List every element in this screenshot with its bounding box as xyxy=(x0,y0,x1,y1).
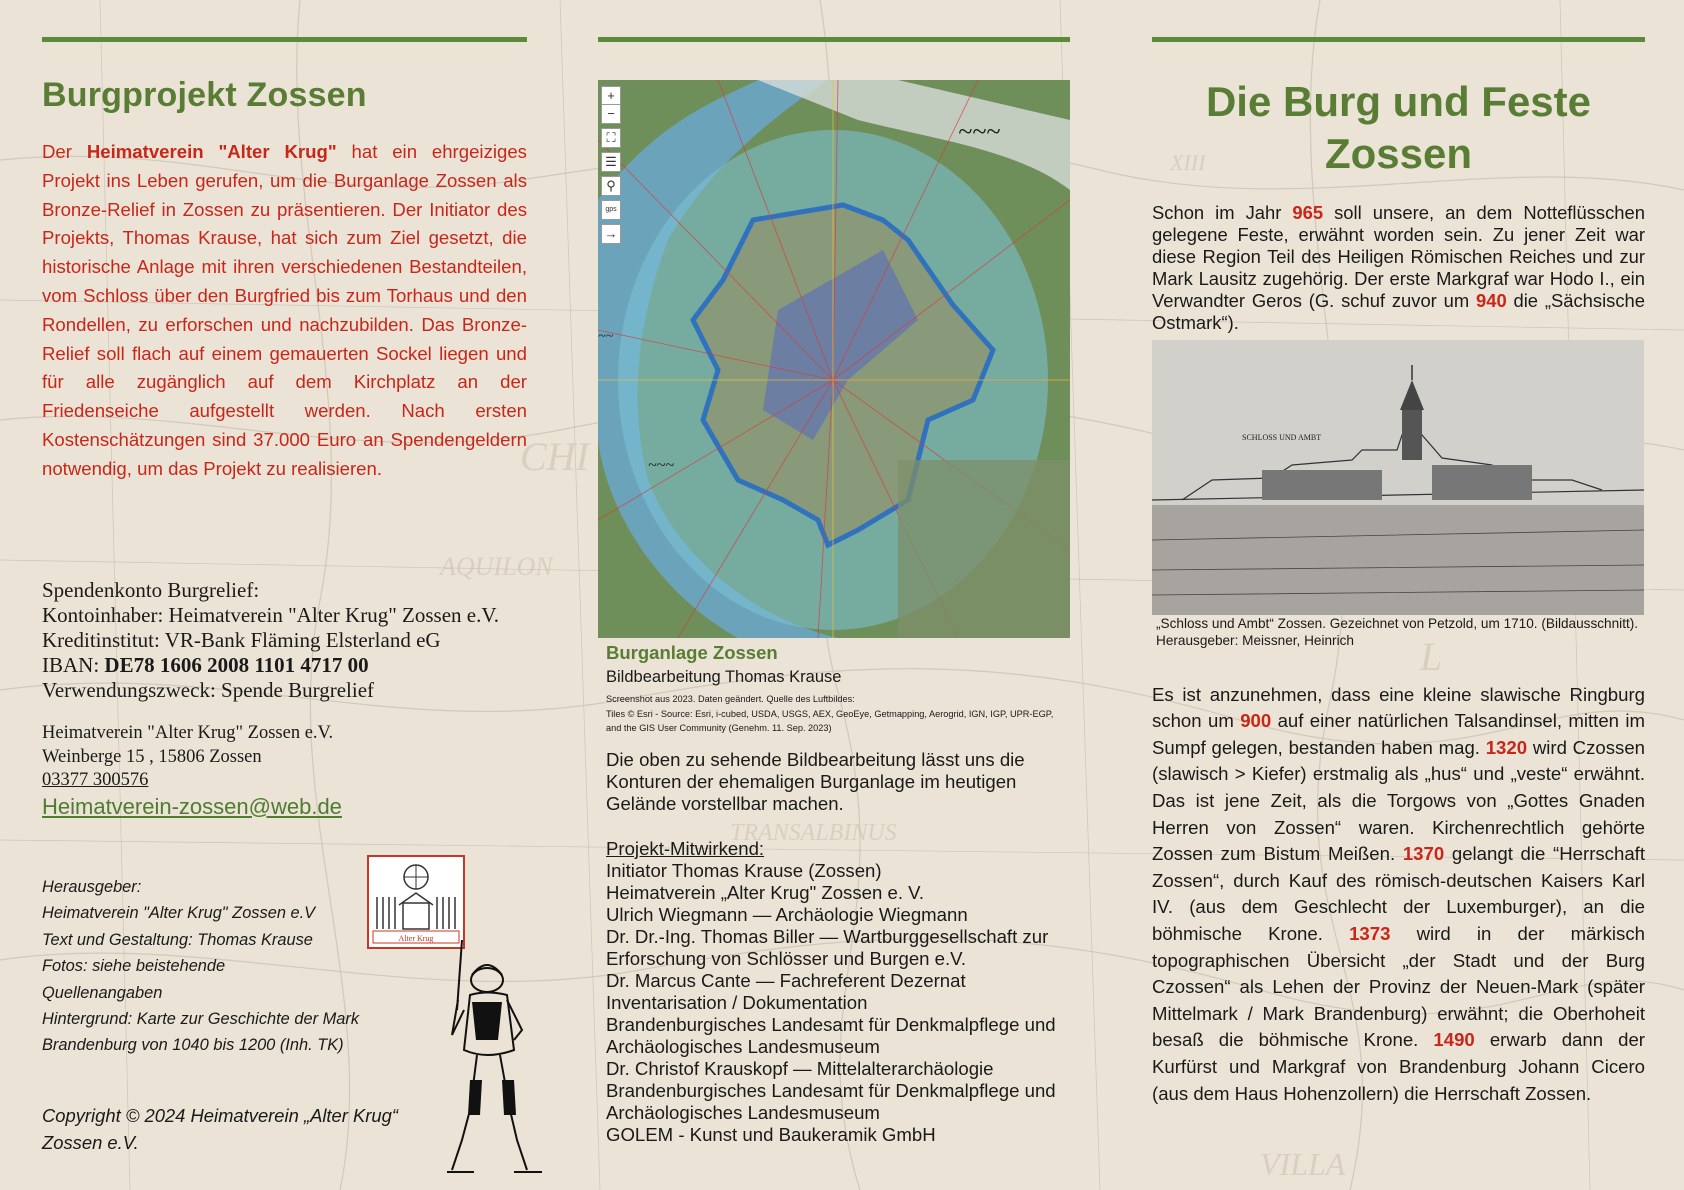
list-item: Initiator Thomas Krause (Zossen) xyxy=(606,860,882,881)
email-link[interactable]: Heimatverein-zossen@web.de xyxy=(42,793,342,819)
copyright: Copyright © 2024 Heimatverein „Alter Krug“ Zossen e.V. xyxy=(42,1105,398,1153)
svg-text:~~: ~~ xyxy=(598,329,614,344)
list-item: GOLEM - Kunst und Baukeramik GmbH xyxy=(606,1124,936,1145)
gps-button[interactable]: gps xyxy=(601,200,621,220)
phone-link[interactable]: 03377 300576 xyxy=(42,770,149,790)
history-paragraph-1: Schon im Jahr 965 soll unsere, an dem Notteflüsschen gelegene Feste, erwähnt worden sein. Zu jener Zeit war diese Region Teil des Heiligen Römischen Reiches und zur Mark Lausitz zugehörig. Der erste Markgraf war Hodo I., ein Verwandter Geros (G. schuf zuvor um 940 die „Sächsische Ostmark“). xyxy=(1152,202,1646,333)
map-description: Die oben zu sehende Bildbearbeitung lässt uns die Konturen der ehemaligen Burganlage im heutigen Gelände vorstellbar machen. xyxy=(606,749,1025,814)
intro-paragraph: Der Heimatverein "Alter Krug" hat ein ehrgeiziges Projekt ins Leben gerufen, um die Burganlage Zossen als Bronze-Relief in Zossen zu präsentieren. Der Initiator des Projekts, Thomas Krause, hat sich zum Ziel gesetzt, die historische Anlage mit ihren verschiedenen Bestandteilen, vom Schloss über den Burgfried bis zum Torhaus und den Rondellen, zu erforschen und nachzubilden. Das Bronze-Relief soll flach auf einem gemauerten Sockel liegen und für alle zugänglich auf dem Kirchplatz an der Friedenseiche aufgestellt werden. Nach ersten Kostenschätzungen sind 37.000 Euro an Spendengeldern notwendig, um das Projekt zu realisieren. xyxy=(42,141,527,479)
search-button[interactable]: ⚲ xyxy=(601,176,621,196)
aerial-map[interactable] xyxy=(598,80,1070,638)
page-title-left: Burgprojekt Zossen xyxy=(42,76,367,114)
history-paragraph-2: Es ist anzunehmen, dass eine kleine slawische Ringburg schon um 900 auf einer natürlichen Talsandinsel, mitten im Sumpf gelegen, bestanden haben mag. 1320 wird Czossen (slawisch > Kiefer) erstmalig als „hus“ und „veste“ erwähnt. Das ist jene Zeit, als die Torgows von „Gottes Gnaden Herren von Zossen“ waren. Kirchenrechtlich gehörte Zossen zum Bistum Meißen. 1370 gelangt die “Herrschaft Zossen“, durch Kauf des römisch-deutschen Kaisers Karl IV. (aus dem Geschlecht der Luxemburger), an die böhmische Krone. 1373 wird in der märkisch topographischen Übersicht „der Stadt und der Burg Czossen“ als Lehen der Provinz der Neuen-Mark (später Mittelmark / Mark Brandenburg) erwähnt; die Oberhoheit besaß die böhmische Krone. 1490 erwarb dann der Kurfürst und Markgraf von Brandenburg Johann Cicero (aus dem Haus Hohenzollern) die Herrschaft Zossen. xyxy=(1152,683,1645,1104)
list-item: Heimatverein „Alter Krug" Zossen e. V. xyxy=(606,882,925,903)
top-rule xyxy=(598,37,1070,42)
project-team xyxy=(606,838,1076,1146)
map-caption-title: Burganlage Zossen xyxy=(606,642,778,663)
map-caption-sub: Bildbearbeitung Thomas Krause xyxy=(606,668,842,686)
svg-text:CHI: CHI xyxy=(520,434,589,479)
etching-label: SCHLOSS UND AMBT xyxy=(1242,433,1322,442)
svg-text:AQUILON: AQUILON xyxy=(440,552,553,581)
fullscreen-button[interactable]: ⛶ xyxy=(601,128,621,148)
top-rule xyxy=(42,37,527,42)
list-item: Brandenburgisches Landesamt für Denkmalpflege und Archäologisches Landesmuseum xyxy=(606,1080,1056,1123)
iban: DE78 1606 2008 1101 4717 00 xyxy=(104,653,369,677)
column-middle xyxy=(598,0,1070,1190)
logo-text: Alter Krug xyxy=(398,934,434,943)
page-title-right: Die Burg und Feste Zossen xyxy=(1205,78,1592,177)
arrow-button[interactable]: → xyxy=(601,224,621,244)
svg-text:TRANSALBINUS: TRANSALBINUS xyxy=(730,820,897,846)
column-right xyxy=(1152,0,1645,1190)
heimatverein-logo xyxy=(367,855,465,949)
layers-button[interactable]: ☰ xyxy=(601,152,621,172)
svg-text:~~~: ~~~ xyxy=(958,117,1001,146)
team-heading: Projekt-Mitwirkend: xyxy=(606,838,765,859)
castle-etching xyxy=(1152,340,1644,615)
knight-illustration xyxy=(402,940,572,1180)
list-item: Dr. Marcus Cante — Fachreferent Dezernat Inventarisation / Dokumentation xyxy=(606,970,966,1013)
svg-text:XIII: XIII xyxy=(1170,150,1206,175)
top-rule xyxy=(1152,37,1645,42)
svg-text:~~~: ~~~ xyxy=(648,457,674,474)
column-left xyxy=(42,0,527,1190)
list-item: Brandenburgisches Landesamt für Denkmalpflege und Archäologisches Landesmuseum xyxy=(606,1014,1056,1057)
list-item: Dr. Dr.-Ing. Thomas Biller — Wartburggesellschaft zur Erforschung von Schlösser und Burgen e.V. xyxy=(606,926,1049,969)
svg-text:L: L xyxy=(1420,634,1443,679)
donation-account: Spendenkonto Burgrelief: Kontoinhaber: Heimatverein "Alter Krug" Zossen e.V. Kreditinstitut: VR-Bank Fläming Elsterland eG IBAN: DE78 1606 2008 1101 4717 00 Verwendungszweck: Spende Burgrelief xyxy=(42,578,500,702)
map-source: Screenshot aus 2023. Daten geändert. Quelle des Luftbildes: Tiles © Esri - Source: Esri, i-cubed, USDA, USGS, AEX, GeoEye, Getmapping, Aerogrid, IGN, IGP, UPR-EGP, and the GIS User Community (Genehm. 11. Sep. 2023) xyxy=(606,694,1054,733)
list-item: Ulrich Wiegmann — Archäologie Wiegmann xyxy=(606,904,968,925)
address-block: Heimatverein "Alter Krug" Zossen e.V. Weinberge 15 , 15806 Zossen 03377 300576 Heimatverein-zossen@web.de xyxy=(42,723,342,819)
etching-caption: „Schloss und Ambt“ Zossen. Gezeichnet von Petzold, um 1710. (Bildausschnitt). Herausgeber: Meissner, Heinrich xyxy=(1156,616,1639,648)
svg-text:VILLA: VILLA xyxy=(1260,1146,1346,1182)
zoom-out-button[interactable]: − xyxy=(601,104,621,124)
publisher-info: Herausgeber: Heimatverein "Alter Krug" Zossen e.V Text und Gestaltung: Thomas Krause Fotos: siehe beistehende Quellenangaben Hintergrund: Karte zur Geschichte der Mark Brandenburg von 1040 bis 1200 (Inh. TK) xyxy=(42,878,360,1055)
list-item: Dr. Christof Krauskopf — Mittelalterarchäologie xyxy=(606,1058,994,1079)
zoom-in-button[interactable]: + xyxy=(601,86,621,106)
